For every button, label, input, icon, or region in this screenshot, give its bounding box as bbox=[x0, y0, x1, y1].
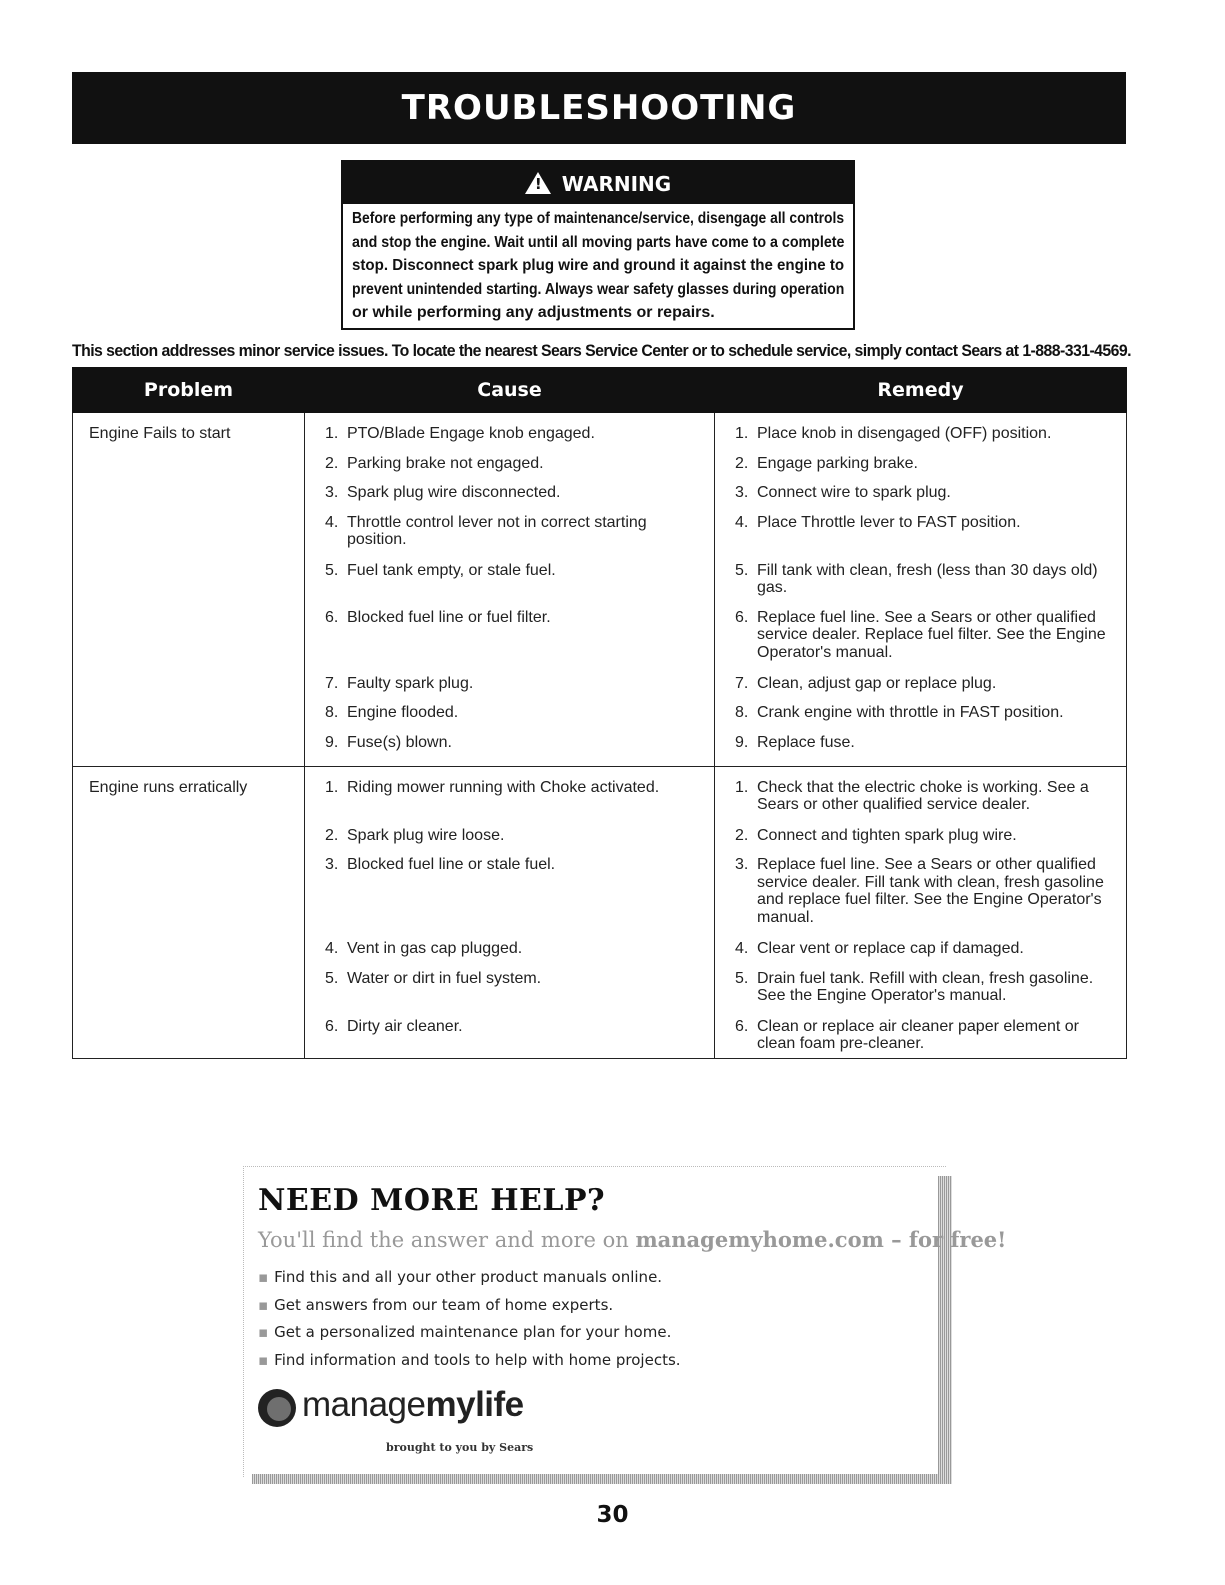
cause-item bbox=[305, 704, 714, 734]
item-text: Replace fuse. bbox=[757, 733, 855, 751]
item-number: 6. bbox=[325, 1017, 339, 1035]
list-item bbox=[258, 1351, 681, 1379]
help-subtitle bbox=[258, 1227, 1006, 1252]
item-text: Blocked fuel line or stale fuel. bbox=[347, 856, 556, 873]
cause-item bbox=[305, 484, 714, 514]
remedy-item bbox=[715, 970, 1126, 1018]
section-title: TROUBLESHOOTING bbox=[401, 88, 797, 128]
list-item bbox=[258, 1268, 681, 1296]
cause-item bbox=[305, 562, 714, 609]
item-number: 7. bbox=[325, 674, 339, 692]
intro-text: This section addresses minor service issues. To locate the nearest Sears Service Center or to schedule service, simply contact Sears at 1-888-331-4569. bbox=[72, 341, 1131, 360]
item-number: 4. bbox=[735, 513, 749, 531]
item-number: 1. bbox=[325, 778, 339, 796]
troubleshooting-table bbox=[72, 367, 1127, 1059]
remedy-item bbox=[715, 609, 1126, 675]
bullet-icon: ▪ bbox=[258, 1350, 269, 1369]
remedy-item bbox=[715, 704, 1126, 734]
remedy-item bbox=[715, 1018, 1126, 1058]
item-text: Drain fuel tank. Refill with clean, fresh gasoline. See the Engine Operator's manual. bbox=[757, 969, 1094, 1004]
warning-line: prevent unintended starting. Always wear safety glasses during operation bbox=[352, 280, 845, 298]
item-text: Fill tank with clean, fresh (less than 30 days old) gas. bbox=[757, 561, 1098, 596]
header-problem: Problem bbox=[73, 368, 305, 413]
warning-line: stop. Disconnect spark plug wire and ground it against the engine to bbox=[352, 257, 845, 274]
remedy-item bbox=[715, 779, 1126, 827]
item-number: 2. bbox=[735, 826, 749, 844]
globe-icon bbox=[258, 1389, 296, 1427]
problem-cell: Engine Fails to start bbox=[73, 413, 305, 767]
warning-line: or while performing any adjustments or repairs. bbox=[352, 304, 715, 321]
warning-text bbox=[352, 207, 848, 325]
remedy-item bbox=[715, 734, 1126, 766]
item-number: 1. bbox=[735, 425, 749, 442]
item-number: 3. bbox=[325, 856, 339, 873]
logo-text bbox=[302, 1385, 524, 1425]
item-number: 1. bbox=[735, 778, 749, 796]
help-subtitle-suffix: – for free! bbox=[883, 1227, 1007, 1252]
item-text: Riding mower running with Choke activated. bbox=[347, 778, 660, 796]
item-number: 2. bbox=[325, 826, 339, 844]
item-number: 3. bbox=[735, 484, 749, 501]
item-number: 6. bbox=[735, 1017, 749, 1035]
bullet-icon: ▪ bbox=[258, 1295, 269, 1314]
item-text: Spark plug wire loose. bbox=[347, 826, 505, 844]
item-text: Fuse(s) blown. bbox=[347, 733, 452, 751]
remedy-item bbox=[715, 940, 1126, 970]
page-number: 30 bbox=[596, 1502, 629, 1528]
item-text: Faulty spark plug. bbox=[347, 674, 474, 692]
item-text: Place Throttle lever to FAST position. bbox=[757, 513, 1021, 531]
item-number: 6. bbox=[325, 608, 339, 626]
item-number: 8. bbox=[735, 704, 749, 721]
item-text: Fuel tank empty, or stale fuel. bbox=[347, 561, 556, 579]
item-number: 4. bbox=[325, 940, 339, 957]
help-box-shadow bbox=[938, 1176, 952, 1480]
item-number: 5. bbox=[325, 561, 339, 579]
list-item-text: Get a personalized maintenance plan for your home. bbox=[274, 1323, 672, 1341]
item-text: Clean or replace air cleaner paper element or clean foam pre-cleaner. bbox=[757, 1017, 1079, 1052]
item-number: 2. bbox=[735, 454, 749, 472]
remedy-cell bbox=[715, 413, 1127, 767]
item-text: Spark plug wire disconnected. bbox=[347, 484, 561, 501]
help-box-shadow bbox=[252, 1474, 952, 1484]
item-number: 5. bbox=[735, 969, 749, 987]
item-text: Replace fuel line. See a Sears or other qualified service dealer. Replace fuel filter. See the Engine Operator's manual. bbox=[757, 608, 1106, 661]
remedy-item bbox=[715, 455, 1126, 485]
table-row bbox=[73, 766, 1127, 1058]
item-number: 6. bbox=[735, 608, 749, 626]
cause-item bbox=[305, 1018, 714, 1058]
item-text: Vent in gas cap plugged. bbox=[347, 940, 523, 957]
cause-item bbox=[305, 514, 714, 562]
cause-cell bbox=[305, 413, 715, 767]
remedy-item bbox=[715, 562, 1126, 609]
bullet-icon: ▪ bbox=[258, 1268, 269, 1286]
logo-text-part2: mylife bbox=[425, 1385, 524, 1424]
remedy-cell bbox=[715, 766, 1127, 1058]
cause-item bbox=[305, 734, 714, 766]
item-number: 9. bbox=[735, 733, 749, 751]
item-text: Connect and tighten spark plug wire. bbox=[757, 826, 1017, 844]
header-remedy: Remedy bbox=[715, 368, 1127, 413]
table-header-row bbox=[73, 368, 1127, 413]
item-number: 5. bbox=[735, 561, 749, 579]
section-banner bbox=[72, 72, 1126, 144]
item-text: Clean, adjust gap or replace plug. bbox=[757, 674, 997, 692]
brought-by-text: brought to you by Sears bbox=[386, 1441, 534, 1454]
help-subtitle-site[interactable]: managemyhome.com bbox=[635, 1227, 884, 1252]
item-text: Crank engine with throttle in FAST position. bbox=[757, 704, 1064, 721]
item-number: 8. bbox=[325, 704, 339, 721]
warning-triangle-icon bbox=[525, 172, 551, 194]
item-text: Check that the electric choke is working. See a Sears or other qualified service dealer. bbox=[757, 778, 1089, 813]
help-subtitle-prefix: You'll find the answer and more on bbox=[258, 1228, 636, 1252]
item-number: 5. bbox=[325, 969, 339, 987]
cause-item bbox=[305, 425, 714, 455]
remedy-item bbox=[715, 856, 1126, 940]
remedy-item bbox=[715, 827, 1126, 857]
remedy-item bbox=[715, 484, 1126, 514]
item-text: Engine flooded. bbox=[347, 704, 459, 721]
item-text: Engage parking brake. bbox=[757, 454, 918, 472]
item-text: Dirty air cleaner. bbox=[347, 1017, 463, 1035]
warning-box bbox=[341, 160, 855, 330]
header-cause: Cause bbox=[305, 368, 715, 413]
remedy-item bbox=[715, 425, 1126, 455]
help-title: NEED MORE HELP? bbox=[258, 1183, 606, 1218]
logo-text-part1: manage bbox=[302, 1385, 426, 1424]
warning-line: and stop the engine. Wait until all moving parts have come to a complete bbox=[352, 233, 845, 251]
item-text: Place knob in disengaged (OFF) position. bbox=[757, 425, 1052, 442]
item-text: Water or dirt in fuel system. bbox=[347, 969, 542, 987]
remedy-item bbox=[715, 514, 1126, 562]
list-item bbox=[258, 1323, 681, 1351]
list-item-text: Find this and all your other product manuals online. bbox=[274, 1268, 663, 1286]
item-text: Clear vent or replace cap if damaged. bbox=[757, 940, 1024, 957]
table-row bbox=[73, 413, 1127, 767]
cause-item bbox=[305, 455, 714, 485]
remedy-item bbox=[715, 675, 1126, 705]
item-number: 3. bbox=[325, 484, 339, 501]
item-number: 7. bbox=[735, 674, 749, 692]
cause-item bbox=[305, 675, 714, 705]
help-bullet-list bbox=[258, 1268, 681, 1378]
item-text: Parking brake not engaged. bbox=[347, 454, 544, 472]
list-item bbox=[258, 1296, 681, 1324]
item-number: 3. bbox=[735, 856, 749, 873]
item-number: 4. bbox=[325, 513, 339, 531]
item-text: Blocked fuel line or fuel filter. bbox=[347, 608, 551, 626]
cause-item bbox=[305, 940, 714, 970]
cause-item bbox=[305, 856, 714, 940]
cause-item bbox=[305, 779, 714, 827]
item-text: Replace fuel line. See a Sears or other qualified service dealer. Fill tank with clean, fresh gasoline and replace fuel filter. See the Engine Operator's manual. bbox=[757, 856, 1104, 926]
list-item-text: Find information and tools to help with home projects. bbox=[274, 1350, 681, 1369]
problem-cell: Engine runs erratically bbox=[73, 766, 305, 1058]
list-item-text: Get answers from our team of home experts. bbox=[274, 1295, 614, 1314]
warning-heading: WARNING bbox=[561, 172, 672, 196]
warning-line: Before performing any type of maintenance/service, disengage all controls bbox=[352, 210, 845, 227]
item-number: 4. bbox=[735, 940, 749, 957]
cause-item bbox=[305, 970, 714, 1018]
item-number: 9. bbox=[325, 733, 339, 751]
item-text: Connect wire to spark plug. bbox=[757, 484, 951, 501]
cause-item bbox=[305, 827, 714, 857]
item-number: 1. bbox=[325, 425, 339, 442]
item-number: 2. bbox=[325, 454, 339, 472]
cause-cell bbox=[305, 766, 715, 1058]
warning-header bbox=[343, 162, 853, 204]
item-text: Throttle control lever not in correct starting position. bbox=[347, 513, 647, 548]
item-text: PTO/Blade Engage knob engaged. bbox=[347, 425, 595, 442]
cause-item bbox=[305, 609, 714, 675]
bullet-icon: ▪ bbox=[258, 1323, 269, 1341]
